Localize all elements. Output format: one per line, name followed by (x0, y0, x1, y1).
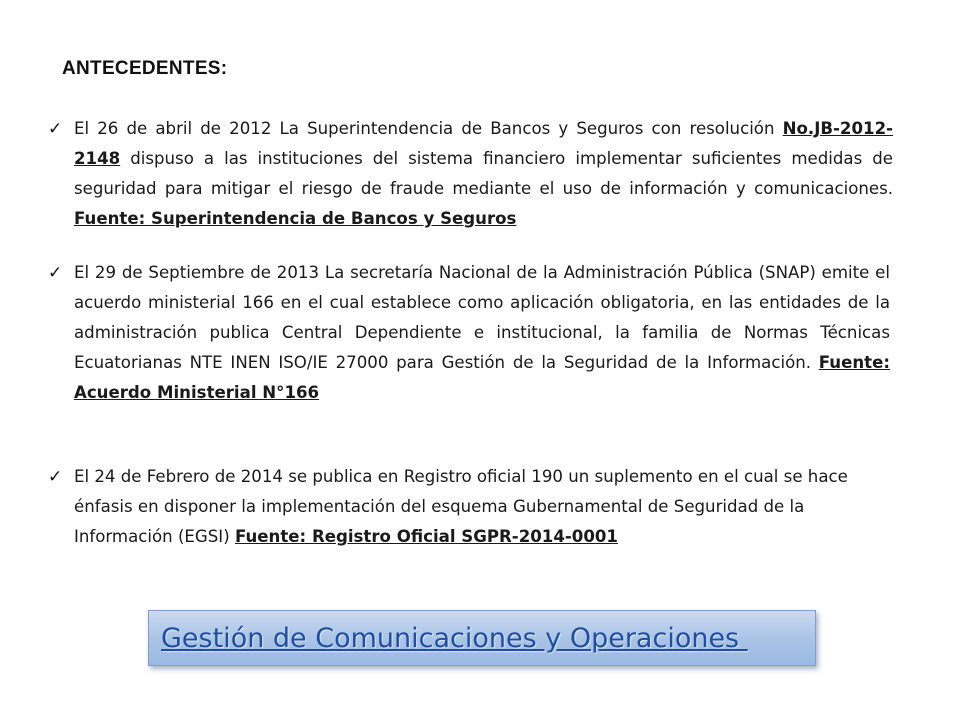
item-text: El 24 de Febrero de 2014 se publica en Registro oficial 190 un suplemento en el cual se hace énfasis en disponer la implementación del esquema Gubernamental de Seguridad de la Información (EGSI) (74, 467, 848, 546)
section-banner[interactable] (148, 610, 816, 666)
item-text: dispuso a las instituciones del sistema financiero implementar suficientes medidas de seguridad para mitigar el riesgo de fraude mediante el uso de información y comunicaciones. (74, 149, 893, 198)
list-item (48, 258, 890, 408)
section-link[interactable]: Gestión de Comunicaciones y Operaciones (161, 622, 748, 654)
page-heading: ANTECEDENTES: (62, 58, 228, 79)
list-item (48, 114, 893, 234)
item-paragraph (74, 462, 874, 552)
list-item (48, 462, 874, 552)
resolution-reference: No.JB-2012-2148 (74, 119, 893, 168)
item-paragraph (74, 114, 893, 234)
checkmark-icon: ✓ (48, 263, 63, 283)
item-paragraph (74, 258, 890, 408)
source-citation: Fuente: Acuerdo Ministerial N°166 (74, 353, 890, 402)
source-citation: Fuente: Registro Oficial SGPR-2014-0001 (234, 527, 618, 546)
item-text: El 26 de abril de 2012 La Superintendencia de Bancos y Seguros con resolución (74, 119, 783, 138)
item-text: El 29 de Septiembre de 2013 La secretaría Nacional de la Administración Pública (SNAP) emite el acuerdo ministerial 166 en el cual establece como aplicación obligatoria, en las entidades de la administración publica Central Dependiente e institucional, la familia de Normas Técnicas Ecuatorianas NTE INEN ISO/IE 27000 para Gestión de la Seguridad de la Información. (74, 263, 890, 372)
source-citation: Fuente: Superintendencia de Bancos y Seguros (74, 209, 517, 228)
checkmark-icon: ✓ (48, 119, 63, 139)
checkmark-icon: ✓ (48, 467, 63, 487)
